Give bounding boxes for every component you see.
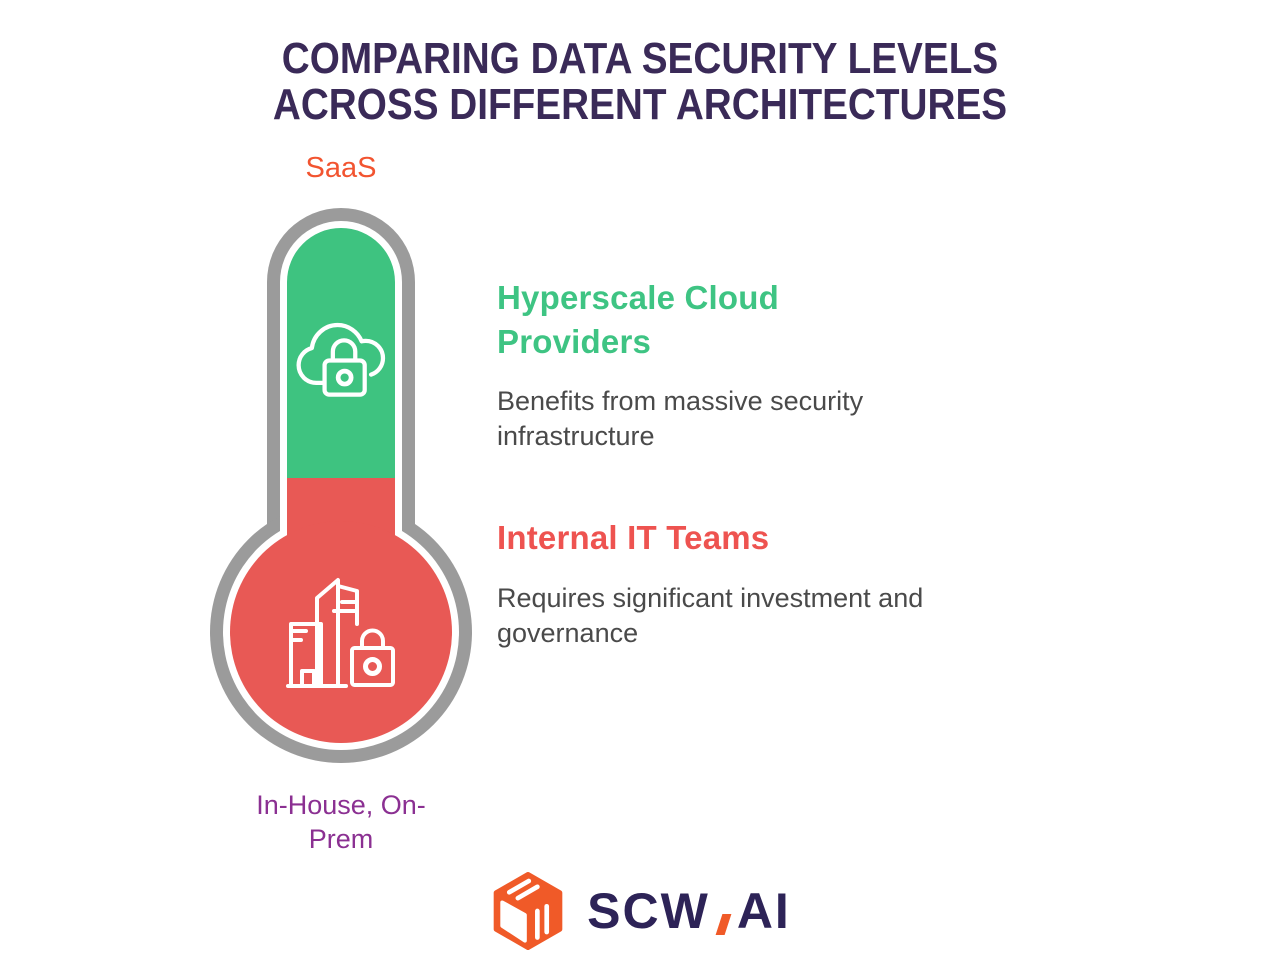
brand-wordmark-suffix: AI [736, 883, 791, 939]
section-heading-hyperscale: Hyperscale Cloud Providers [497, 279, 779, 360]
page-title-line1: COMPARING DATA SECURITY LEVELS [281, 34, 999, 83]
thermometer-top-label: SaaS [305, 152, 377, 184]
thermometer-graphic [195, 195, 495, 775]
section-description-internal-it: Requires significant investment and governance [497, 583, 924, 648]
section-heading-internal-it: Internal IT Teams [497, 519, 770, 556]
page-title-line2: ACROSS DIFFERENT ARCHITECTURES [272, 80, 1008, 129]
thermometer-bottom-label-line2: Prem [308, 824, 374, 854]
scw-cube-icon [489, 872, 567, 950]
lock-body [352, 648, 393, 685]
page-title [77, 36, 1203, 128]
section-description-hyperscale: Benefits from massive security infrastructure [497, 386, 864, 451]
lock-body [325, 360, 365, 394]
brand-separator-mark [715, 914, 731, 935]
brand-logo [0, 868, 1280, 954]
brand-wordmark [587, 882, 791, 940]
thermometer-bottom-label [211, 788, 471, 856]
brand-wordmark-prefix: SCW [587, 883, 710, 939]
thermometer-bottom-label-line1: In-House, On- [256, 790, 426, 820]
